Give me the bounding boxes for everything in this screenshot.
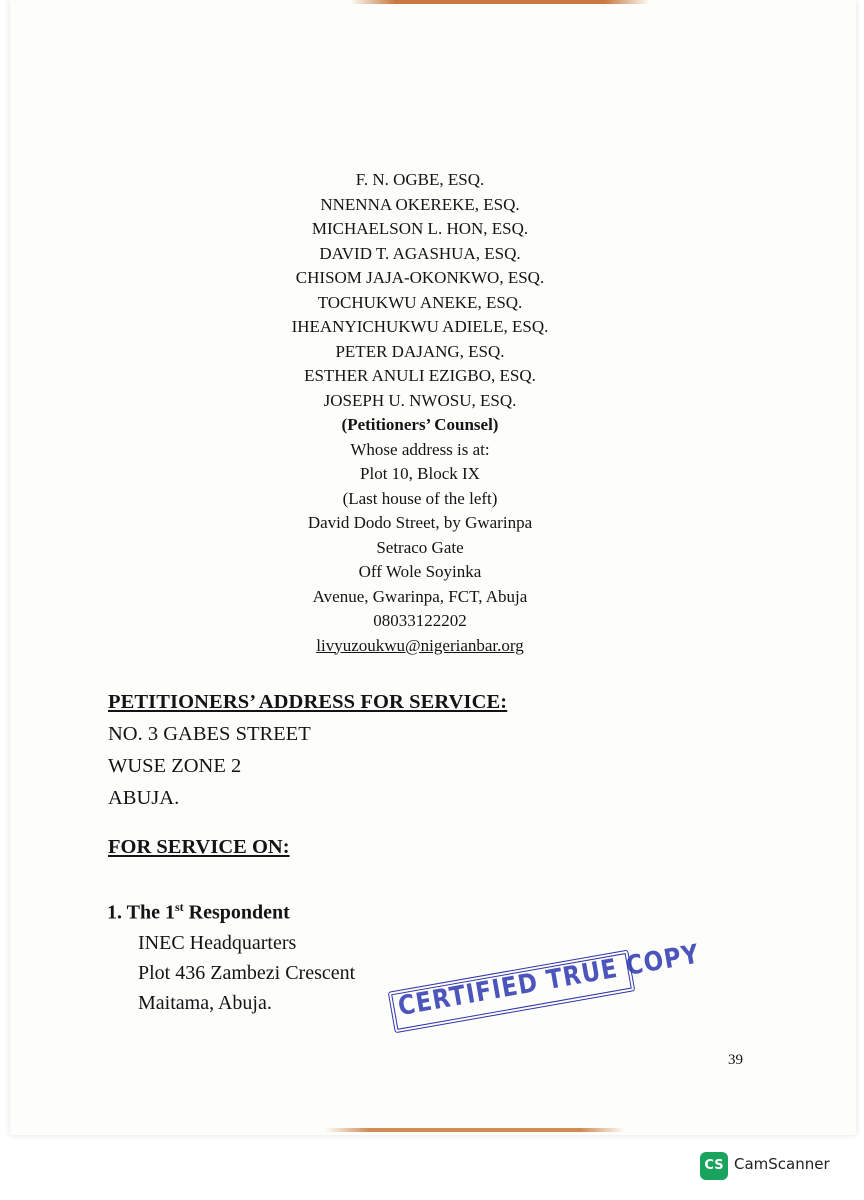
certified-true-copy-stamp — [387, 939, 702, 1038]
respondent-title-ordinal: st — [174, 900, 184, 914]
address-intro: Whose address is at: — [350, 439, 490, 459]
counsel-address-line: (Last house of the left) — [342, 488, 498, 508]
respondent-title-suffix: Respondent — [183, 901, 290, 924]
counsel-block — [210, 168, 630, 658]
respondent-number: 1. — [107, 901, 122, 924]
respondent-item — [107, 892, 355, 1018]
counsel-address-line: Off Wole Soyinka — [358, 562, 482, 581]
camscanner-logo-icon: CS — [700, 1152, 728, 1180]
counsel-address-line: Setraco Gate — [376, 537, 464, 557]
counsel-address-line: Plot 10, Block IX — [360, 464, 480, 483]
petitioners-service-address — [108, 686, 507, 814]
counsel-name: TOCHUKWU ANEKE, ESQ. — [317, 292, 523, 312]
service-address-heading: PETITIONERS’ ADDRESS FOR SERVICE: — [108, 691, 508, 713]
counsel-name: JOSEPH U. NWOSU, ESQ. — [323, 390, 517, 410]
respondent-title — [107, 892, 355, 928]
counsel-address-line: Avenue, Gwarinpa, FCT, Abuja — [312, 586, 528, 606]
respondent-title-prefix: The 1 — [126, 901, 175, 924]
counsel-name: PETER DAJANG, ESQ. — [335, 341, 505, 361]
counsel-name: NNENNA OKEREKE, ESQ. — [320, 194, 520, 214]
respondent-address — [107, 928, 355, 1018]
page-edge-shadow — [350, 0, 650, 4]
respondent-address-line: Plot 436 Zambezi Crescent — [138, 961, 356, 984]
counsel-name: MICHAELSON L. HON, ESQ. — [311, 219, 529, 238]
respondent-address-line: Maitama, Abuja. — [138, 991, 272, 1014]
service-address-line: ABUJA. — [108, 787, 180, 809]
counsel-phone: 08033122202 — [373, 611, 467, 630]
page-edge-shadow — [325, 1128, 625, 1132]
counsel-email-link[interactable]: livyuzoukwu@nigerianbar.org — [316, 635, 524, 655]
camscanner-watermark: CamScanner — [734, 1155, 830, 1173]
page-number: 39 — [728, 1052, 743, 1068]
counsel-name: IHEANYICHUKWU ADIELE, ESQ. — [291, 317, 549, 336]
service-address-line: NO. 3 GABES STREET — [108, 723, 311, 745]
counsel-name: ESTHER ANULI EZIGBO, ESQ. — [304, 366, 536, 385]
stamp-text: CERTIFIED TRUE COPY — [395, 939, 702, 1023]
for-service-heading: FOR SERVICE ON: — [108, 836, 290, 858]
counsel-name: F. N. OGBE, ESQ. — [355, 170, 485, 189]
counsel-name: DAVID T. AGASHUA, ESQ. — [319, 243, 521, 263]
document-page — [10, 0, 856, 1135]
counsel-role: (Petitioners’ Counsel) — [341, 415, 499, 434]
respondent-address-line: INEC Headquarters — [138, 931, 297, 954]
counsel-address-line: David Dodo Street, by Gwarinpa — [307, 513, 533, 532]
service-address-line: WUSE ZONE 2 — [108, 755, 242, 777]
counsel-name: CHISOM JAJA-OKONKWO, ESQ. — [295, 268, 545, 287]
